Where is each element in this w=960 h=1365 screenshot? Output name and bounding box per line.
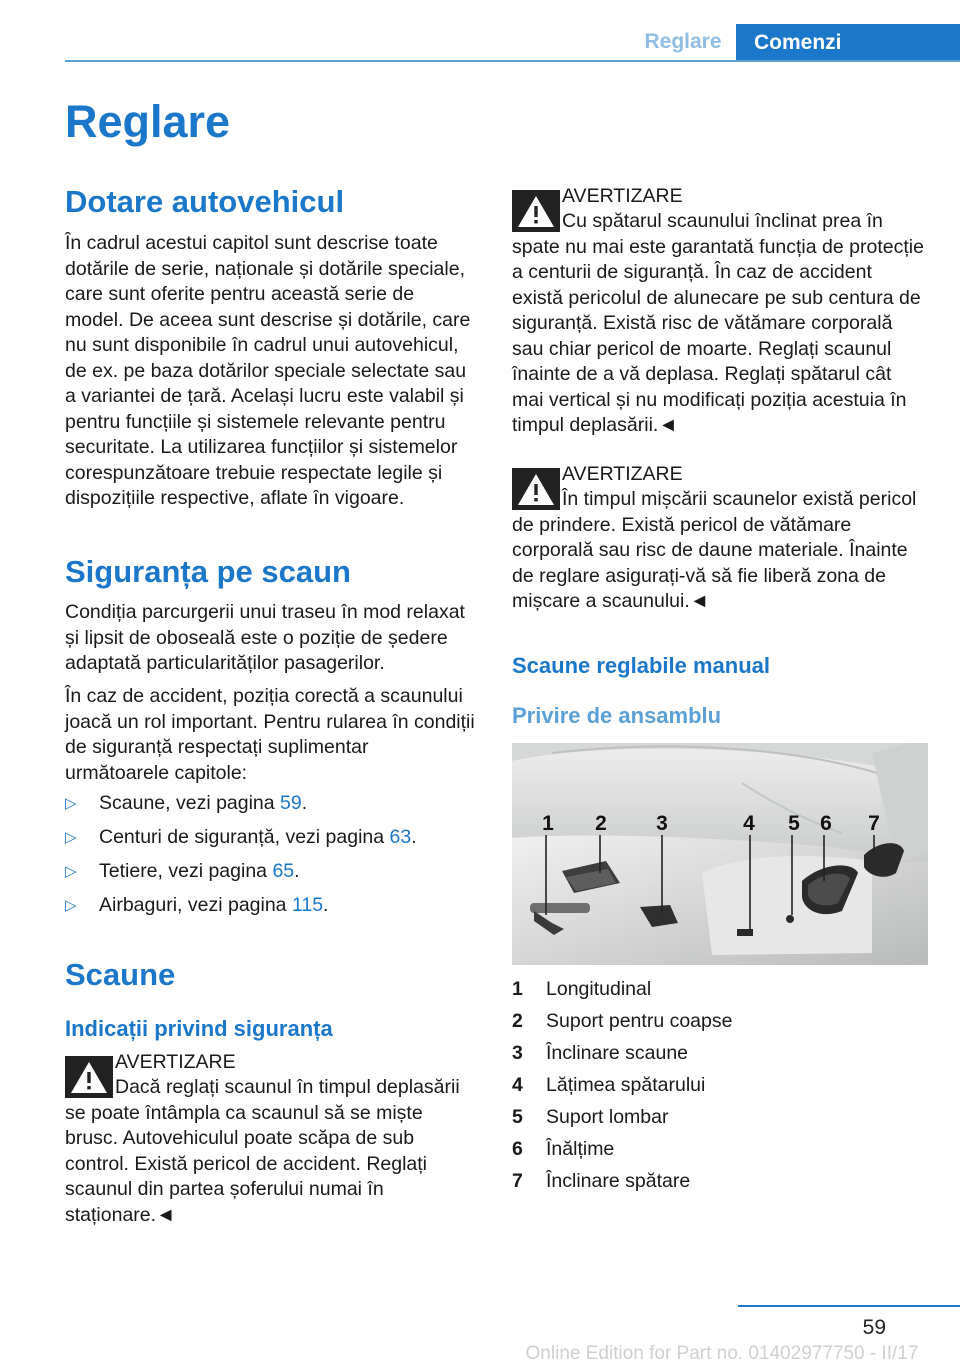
header-tab-section: Reglare <box>644 30 722 53</box>
legend-label: Suport pentru coapse <box>546 1010 733 1032</box>
legend-number: 3 <box>512 1042 523 1064</box>
siguranta-para-2: În caz de accident, poziția corectă a scaunului joacă un rol important. Pentru rularea în condiții de siguranță respectați suplimentar următoarele capitole: <box>65 685 475 784</box>
figure-legend <box>512 976 732 1200</box>
figure-label: 3 <box>656 812 668 835</box>
bullet-triangle-icon: ▷ <box>65 795 77 812</box>
footer-divider <box>738 1305 960 1307</box>
legend-label: Longitudinal <box>546 978 652 1000</box>
siguranta-heading: Siguranța pe scaun <box>65 554 351 589</box>
scaune-heading: Scaune <box>65 957 176 992</box>
page-number: 59 <box>862 1316 886 1339</box>
bullet-triangle-icon: ▷ <box>65 863 77 880</box>
related-chapters-list <box>65 791 477 927</box>
legend-number: 5 <box>512 1106 523 1128</box>
page-link[interactable]: 59 <box>280 792 302 814</box>
legend-item <box>512 1168 732 1200</box>
legend-label: Înclinare scaune <box>546 1042 689 1064</box>
bullet-text: Centuri de siguranță, vezi pagina <box>99 826 390 848</box>
siguranta-para-1: Condiția parcurgerii unui traseu în mod relaxat și lipsit de oboseală este o poziție de ședere adaptată particularităților pasagerilor. <box>65 601 465 674</box>
dotare-heading: Dotare autovehicul <box>65 184 345 219</box>
bullet-text: Airbaguri, vezi pagina <box>99 894 292 916</box>
list-item <box>65 893 477 927</box>
edition-watermark: Online Edition for Part no. 01402977750 - II/17 <box>525 1343 919 1364</box>
page-link[interactable]: 63 <box>389 826 412 848</box>
bullet-end: . <box>323 894 329 916</box>
overview-heading: Privire de ansamblu <box>512 703 722 728</box>
legend-item <box>512 1136 732 1168</box>
warning-title: AVERTIZARE <box>562 463 683 485</box>
warning-text: Dacă reglați scaunul în timpul deplasării se poate întâmpla ca scaunul să se miște brusc. Autovehiculul poate scăpa de sub control. Există pericol de accident. Reglați scaunul din partea șoferului numai în staționare.◄ <box>65 1076 460 1226</box>
figure-label: 2 <box>595 812 607 835</box>
warning-title: AVERTIZARE <box>562 185 683 207</box>
legend-number: 6 <box>512 1138 523 1160</box>
bullet-triangle-icon: ▷ <box>65 897 77 914</box>
warning-block <box>512 184 928 444</box>
legend-number: 2 <box>512 1010 523 1032</box>
legend-number: 4 <box>512 1074 523 1096</box>
legend-item <box>512 1008 732 1040</box>
legend-number: 1 <box>512 978 523 1000</box>
warning-title: AVERTIZARE <box>115 1051 236 1073</box>
seat-illustration <box>512 743 928 965</box>
header-divider <box>65 60 960 62</box>
seat-controls-figure <box>512 743 928 965</box>
figure-label: 6 <box>820 812 832 835</box>
legend-label: Lățimea spătarului <box>546 1074 706 1096</box>
safety-notes-heading: Indicații privind siguranța <box>65 1016 333 1041</box>
bullet-text: Tetiere, vezi pagina <box>99 860 273 882</box>
legend-label: Suport lombar <box>546 1106 669 1128</box>
warning-text: Cu spătarul scaunului înclinat prea în spate nu mai este garantată funcția de protecție a centurii de siguranță. În caz de accident există pericolul de alunecare pe sub centura de siguranță. Există risc de vătămare corporală sau chiar pericol de moarte. Reglați scaunul înainte de a vă deplasa. Reglați spătarul cât mai vertical și nu modificați poziția acestuia în timpul deplasării.◄ <box>512 210 924 436</box>
legend-item <box>512 976 732 1008</box>
figure-label: 1 <box>542 812 554 835</box>
figure-label: 5 <box>788 812 800 835</box>
legend-number: 7 <box>512 1170 523 1192</box>
header-tab-chapter: Comenzi <box>736 24 960 62</box>
list-item <box>65 859 477 893</box>
figure-label: 7 <box>868 812 880 835</box>
warning-text: În timpul mișcării scaunelor există pericol de prindere. Există pericol de vătămare corporală sau risc de daune materiale. Înainte de reglare asigurați-vă să fie liberă zona de mișcare a scaunului.◄ <box>512 488 917 612</box>
page-link[interactable]: 115 <box>291 894 324 916</box>
page-link[interactable]: 65 <box>272 860 295 882</box>
page-title: Reglare <box>65 96 231 147</box>
bullet-text: Scaune, vezi pagina <box>99 792 281 814</box>
list-item <box>65 825 477 859</box>
dotare-text: În cadrul acestui capitol sunt descrise toate dotările de serie, naționale și dotările speciale, care sunt oferite pentru această serie de model. De aceea sunt descrise și dotările, care nu sunt disponibile în cadrul unui autovehicul, de ex. pe baza dotărilor speciale selectate sau a variantei de țară. Același lucru este valabil și pentru funcțiile și sistemele relevante pentru securitate. La utilizarea funcțiilor și sistemelor corespunzătoare trebuie respectate legile și dispozițiile respective, aflate în vigoare. <box>65 232 471 509</box>
warning-block <box>65 1050 477 1226</box>
bullet-end: . <box>301 792 308 814</box>
manual-seats-heading: Scaune reglabile manual <box>512 653 770 678</box>
legend-item <box>512 1040 732 1072</box>
legend-label: Înălțime <box>546 1138 615 1160</box>
legend-item <box>512 1104 732 1136</box>
list-item <box>65 791 477 825</box>
figure-label: 4 <box>743 812 755 835</box>
legend-item <box>512 1072 732 1104</box>
warning-block <box>512 462 928 632</box>
bullet-end: . <box>411 826 417 848</box>
bullet-triangle-icon: ▷ <box>65 829 77 846</box>
bullet-end: . <box>294 860 300 882</box>
legend-label: Înclinare spătare <box>546 1170 691 1192</box>
